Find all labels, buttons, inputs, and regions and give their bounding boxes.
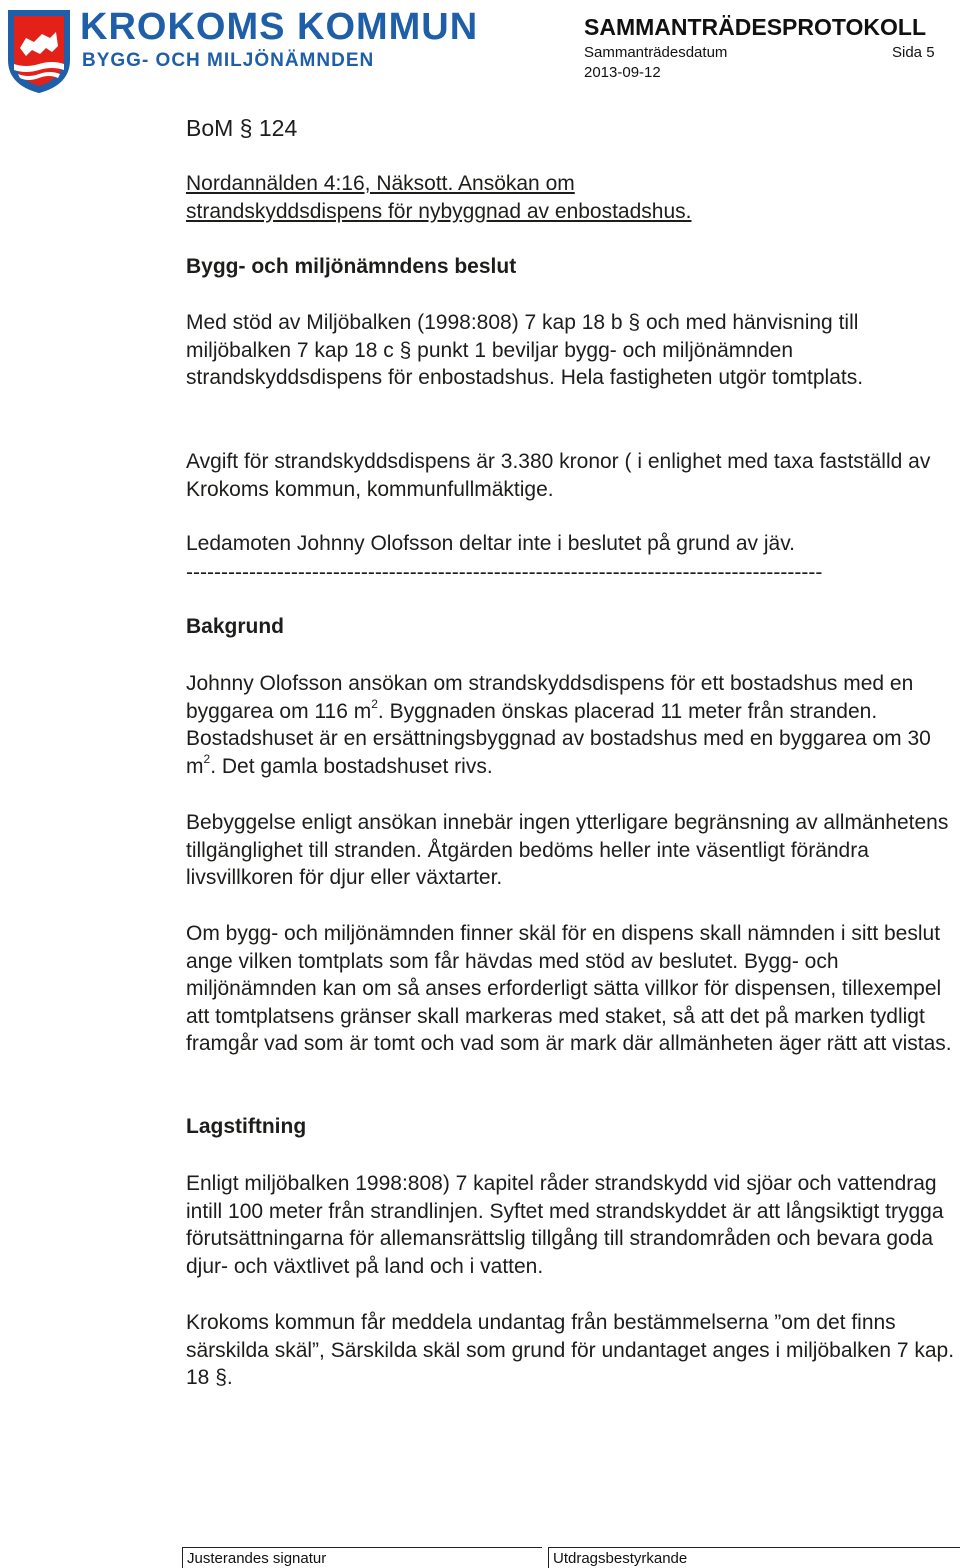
- meeting-date: 2013-09-12: [584, 64, 661, 81]
- case-title: [186, 170, 956, 225]
- background-paragraph-3: Om bygg- och miljönämnden finner skäl för en dispens skall nämnden i sitt beslut ange vilken tomtplats som får hävdas med stöd av beslutet. Bygg- och miljönämnden kan om så anses erforderligt sätta villkor för dispensen, tillexempel att tomtplatsens gränser skall markeras med staket, så att det på marken tydligt framgår vad som är tomt och vad som är mark där allmänheten äger rätt att vistas.: [186, 922, 952, 1055]
- background-paragraph-1: [186, 670, 956, 780]
- organization-department: BYGG- OCH MILJÖNÄMNDEN: [82, 50, 375, 71]
- decision-paragraph: Med stöd av Miljöbalken (1998:808) 7 kap 18 b § och med hänvisning till miljöbalken 7 kap 18 c § punkt 1 beviljar bygg- och miljönämnden strandskyddsdispens för enbostadshus. Hela fastigheten utgör tomtplats.: [186, 311, 864, 389]
- case-title-line-2: strandskyddsdispens för nybyggnad av enbostadshus.: [186, 199, 692, 223]
- legislation-paragraph-1: Enligt miljöbalken 1998:808) 7 kapitel råder strandskydd vid sjöar och vattendrag intill 100 meter från strandlinjen. Syftet med strandskyddet är att långsiktigt trygga förutsättningarna för allemansrättslig tillgång till strandområden och bevara goda djur- och växtlivet på land och i vatten.: [186, 1172, 944, 1278]
- superscript-squared: 2: [371, 696, 378, 711]
- background-text-b: . Byggnaden önskas placerad 11 meter från stranden. Bostadshuset är en ersättningsbyggnad av bostadshus med en byggarea om 30 m: [186, 699, 931, 778]
- background-heading: Bakgrund: [186, 615, 285, 638]
- signature-box: [182, 1547, 542, 1568]
- conflict-of-interest-paragraph: Ledamoten Johnny Olofsson deltar inte i beslutet på grund av jäv.: [186, 532, 795, 555]
- document-title: SAMMANTRÄDESPROTOKOLL: [584, 14, 927, 40]
- case-number: BoM § 124: [186, 115, 298, 141]
- legislation-paragraph-2: Krokoms kommun får meddela undantag från bestämmelserna ”om det finns särskilda skäl”, Särskilda skäl som grund för undantaget anges i miljöbalken 7 kap. 18 §.: [186, 1311, 955, 1389]
- background-text-a: Johnny Olofsson ansökan om strandskyddsdispens för ett bostadshus med en byggarea om 116 m: [186, 672, 914, 723]
- extract-label: Utdragsbestyrkande: [553, 1550, 688, 1567]
- section-separator: -------------------------------------------------------------------------------------------: [186, 561, 823, 584]
- fee-paragraph: Avgift för strandskyddsdispens är 3.380 kronor ( i enlighet med taxa fastställd av Krokoms kommun, kommunfullmäktige.: [186, 450, 931, 501]
- decision-heading: Bygg- och miljönämndens beslut: [186, 255, 517, 278]
- organization-name: KROKOMS KOMMUN: [80, 6, 479, 48]
- case-title-line-1: Nordannälden 4:16, Näksott. Ansökan om: [186, 172, 575, 195]
- background-paragraph-2: Bebyggelse enligt ansökan innebär ingen ytterligare begränsning av allmänhetens tillgänglighet till stranden. Åtgärden bedöms heller inte väsentligt förändra livsvillkoren för djur eller växtarter.: [186, 811, 949, 889]
- legislation-heading: Lagstiftning: [186, 1115, 307, 1138]
- extract-certification-box: [548, 1547, 960, 1568]
- meeting-date-label: Sammanträdesdatum: [584, 44, 728, 61]
- page-number: Sida 5: [892, 44, 935, 61]
- background-text-c: . Det gamla bostadshuset rivs.: [210, 754, 493, 778]
- superscript-squared: 2: [203, 751, 211, 766]
- signature-label: Justerandes signatur: [187, 1550, 327, 1567]
- municipal-shield-logo: [6, 8, 72, 94]
